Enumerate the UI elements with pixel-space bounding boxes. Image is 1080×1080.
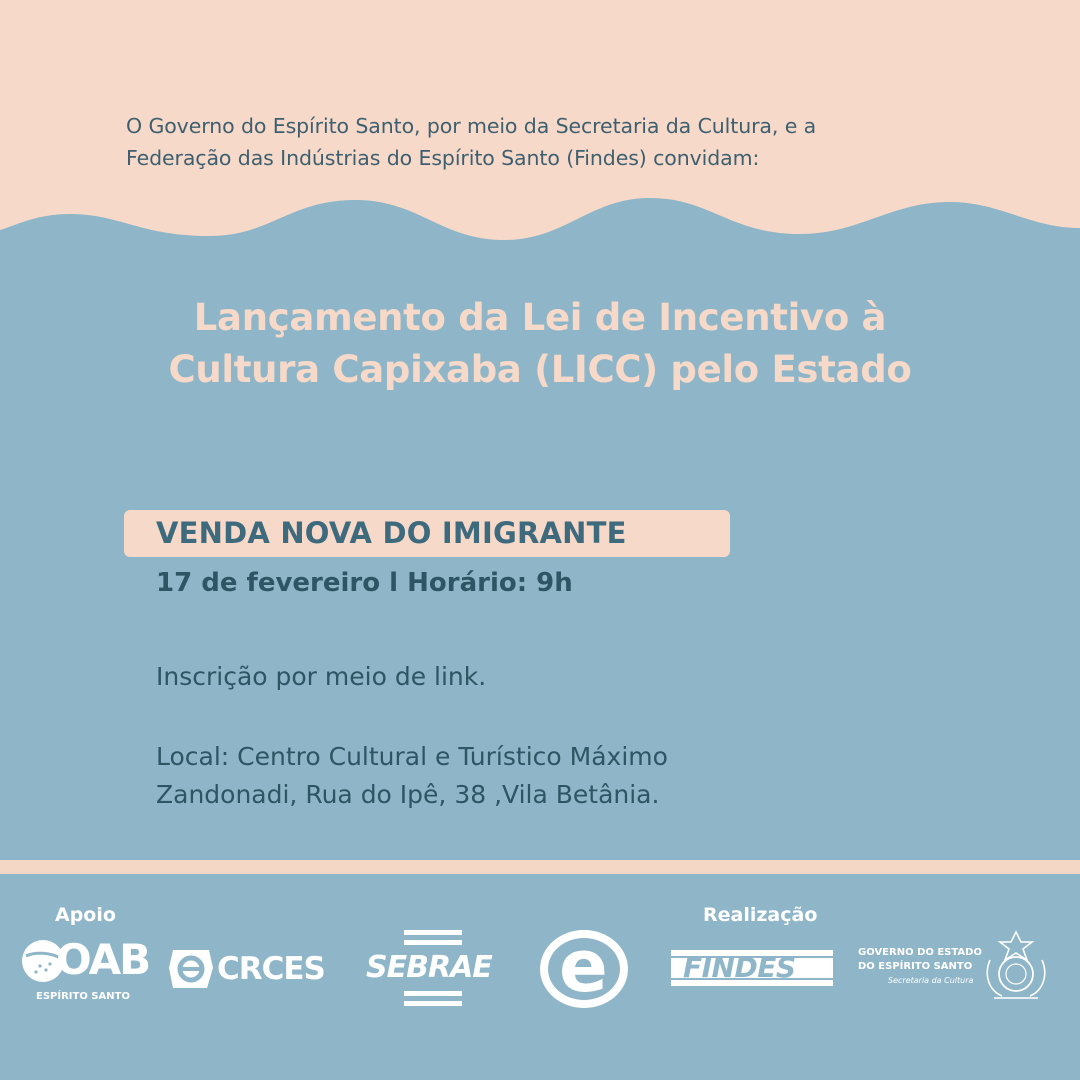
intro-line-1: O Governo do Espírito Santo, por meio da Secretaria da Cultura, e a bbox=[126, 114, 817, 138]
state-coat-of-arms-icon bbox=[980, 930, 1052, 1006]
sebrae-text: SEBRAE bbox=[366, 950, 492, 985]
event-location bbox=[156, 738, 668, 814]
event-title bbox=[0, 292, 1080, 396]
support-label: Apoio bbox=[55, 904, 116, 926]
event-title-line-2: Cultura Capixaba (LICC) pelo Estado bbox=[168, 348, 912, 391]
findes-text: FINDES bbox=[683, 951, 796, 984]
location-line-2: Zandonadi, Rua do Ipê, 38 ,Vila Betânia. bbox=[156, 780, 660, 809]
footer-divider bbox=[0, 860, 1080, 874]
e-logo-text: e bbox=[559, 924, 608, 1008]
location-line-1: Local: Centro Cultural e Turístico Máximo bbox=[156, 742, 668, 771]
registration-note bbox=[156, 658, 486, 696]
governo-line-3: Secretaria da Cultura bbox=[888, 976, 974, 985]
findes-logo bbox=[671, 950, 833, 990]
intro-line-2: Federação das Indústrias do Espírito Santo (Findes) convidam: bbox=[126, 146, 760, 170]
event-date-time: 17 de fevereiro l Horário: 9h bbox=[156, 568, 573, 598]
governo-line-2: DO ESPÍRITO SANTO bbox=[858, 961, 973, 972]
oab-text: OAB bbox=[56, 935, 150, 984]
governo-line-1: GOVERNO DO ESTADO bbox=[858, 947, 982, 958]
oab-logo bbox=[20, 935, 150, 1008]
intro-text bbox=[126, 110, 1026, 174]
city-name: VENDA NOVA DO IMIGRANTE bbox=[156, 516, 627, 550]
crces-logo bbox=[167, 946, 342, 992]
crces-text: CRCES bbox=[217, 951, 325, 987]
sebrae-logo bbox=[364, 928, 506, 1008]
event-title-line-1: Lançamento da Lei de Incentivo à bbox=[193, 296, 887, 339]
oab-subtext: ESPÍRITO SANTO bbox=[36, 991, 130, 1002]
coat-of-arms-emblem-icon bbox=[980, 930, 1052, 1006]
crces-emblem-icon bbox=[167, 946, 215, 992]
e-circle-logo bbox=[538, 924, 630, 1010]
registration-text: Inscrição por meio de link. bbox=[156, 662, 487, 691]
realization-label: Realização bbox=[703, 904, 818, 926]
